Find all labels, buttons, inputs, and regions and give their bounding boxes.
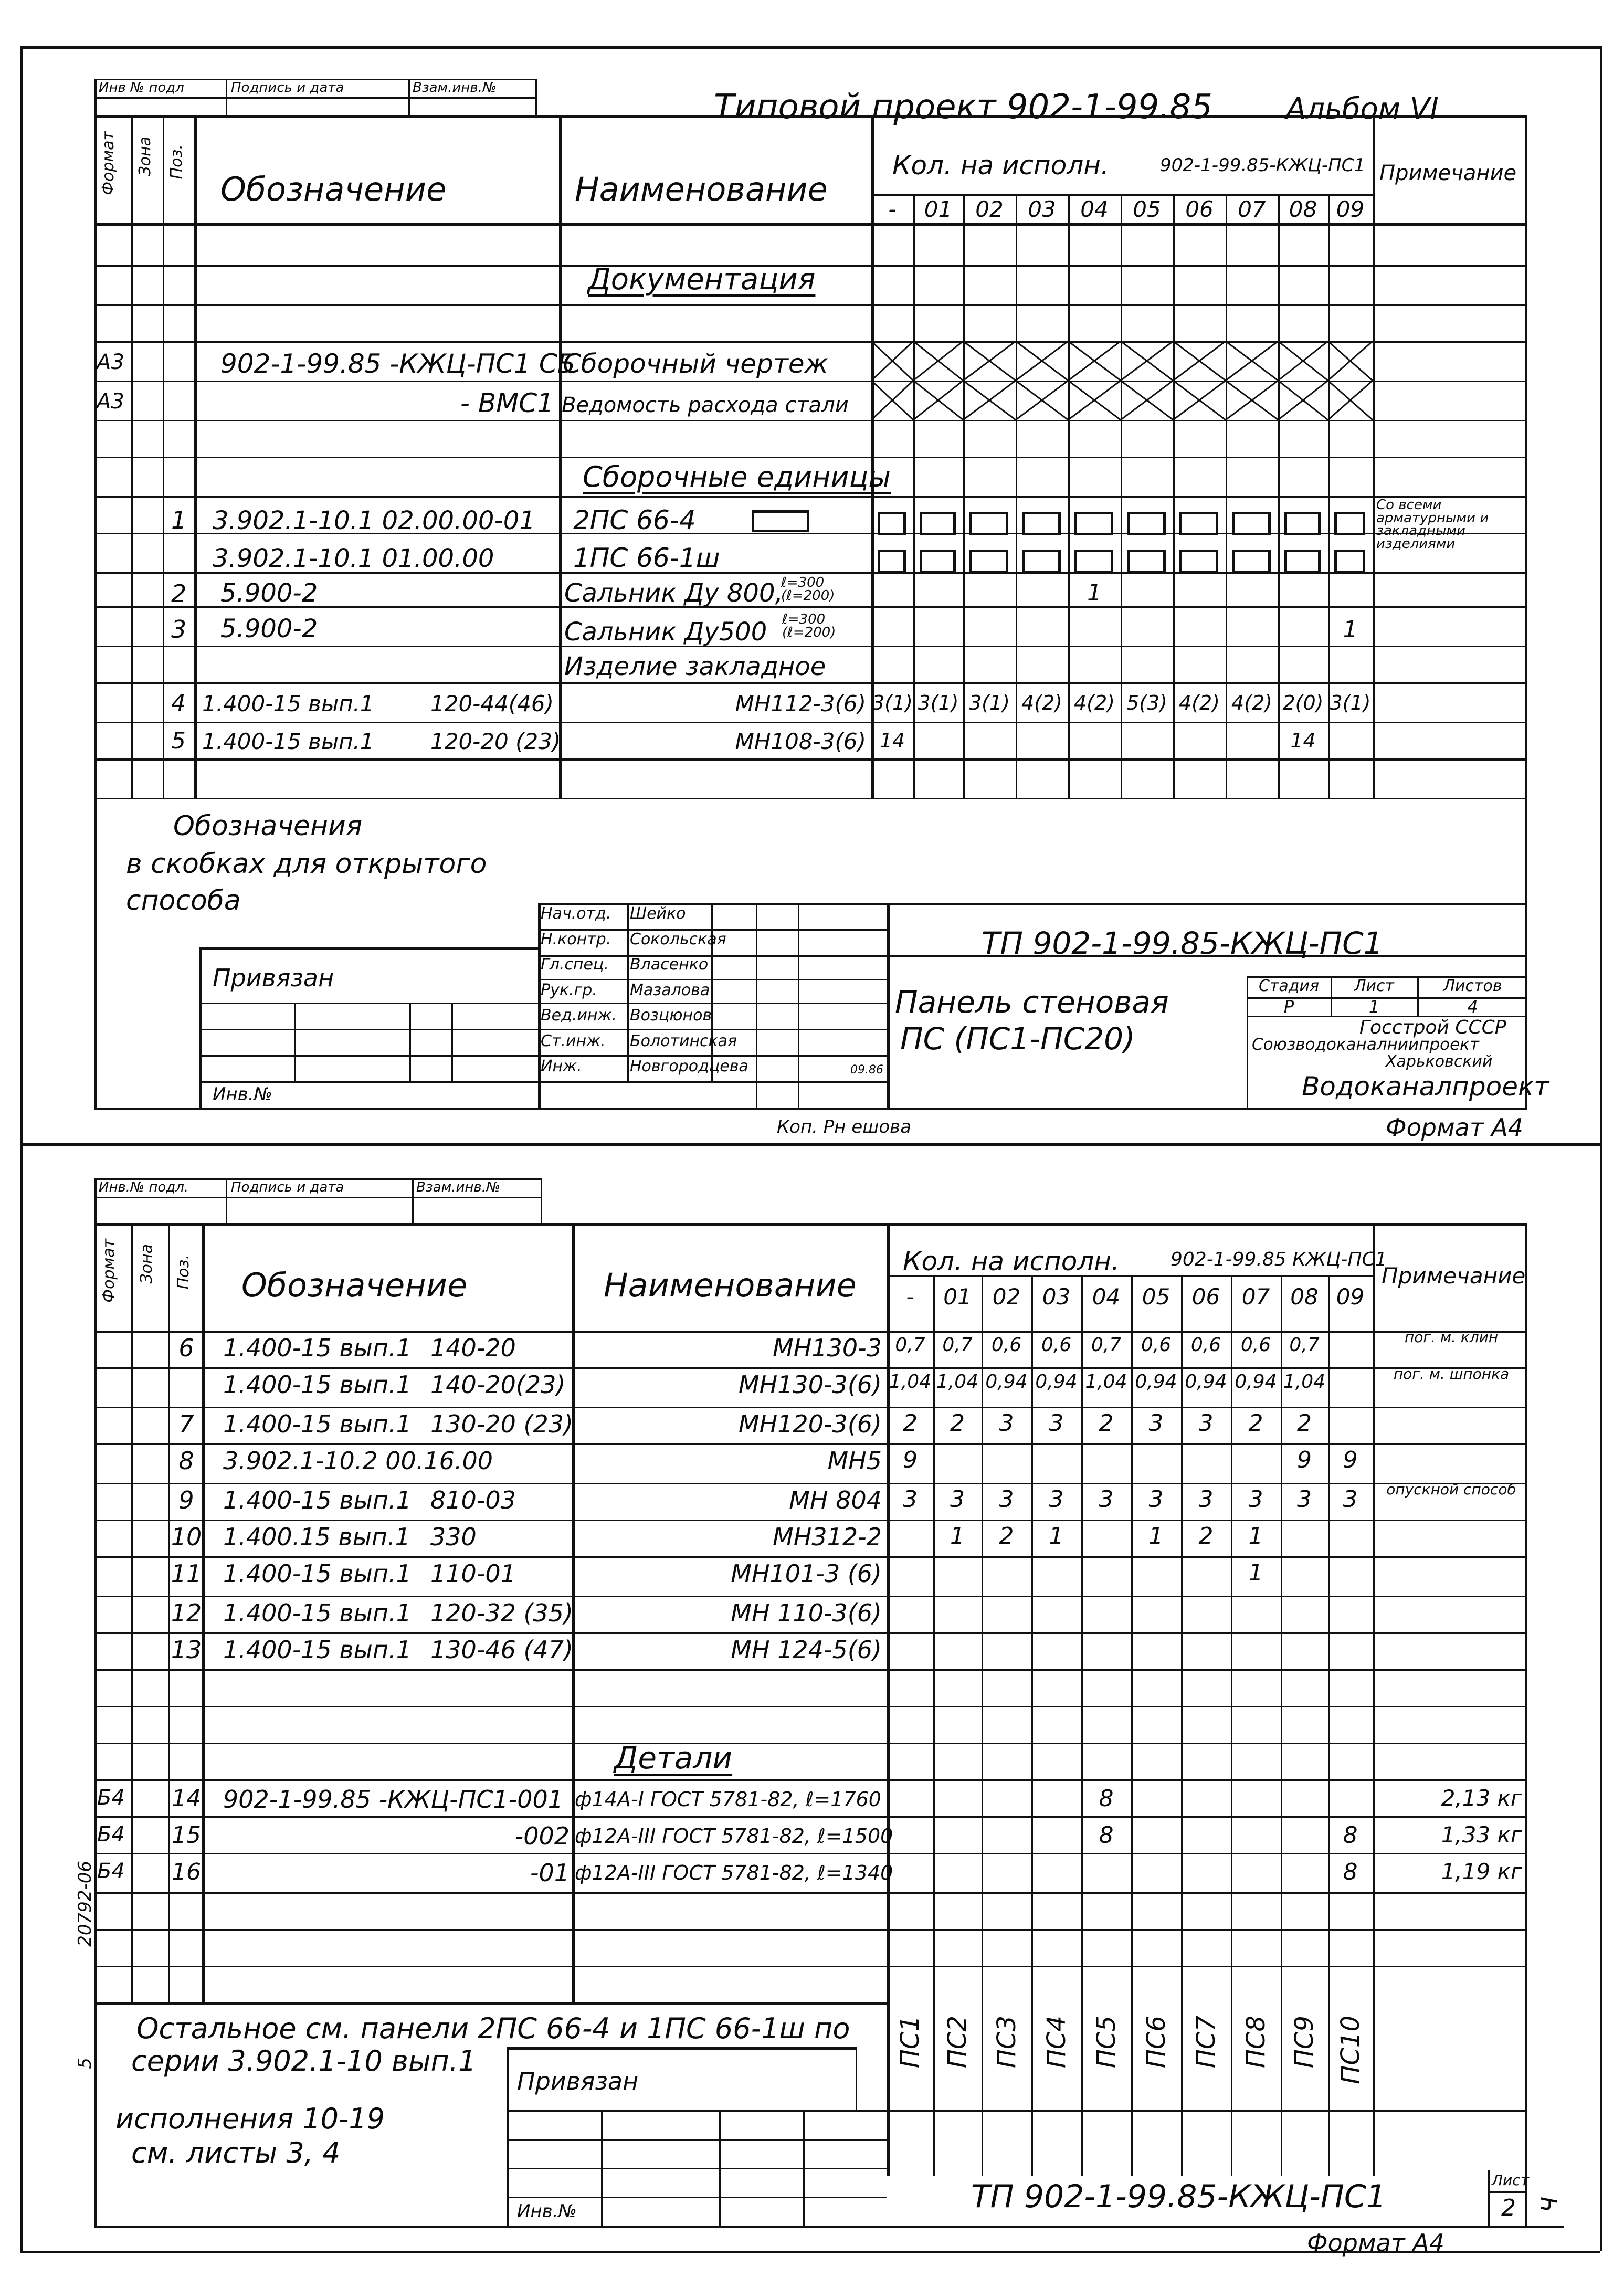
s2-list-no: 2 <box>1501 2195 1516 2221</box>
s2-header-note: Примечание <box>1382 1263 1526 1289</box>
row-name: МН 110-3(6) <box>731 1599 882 1627</box>
row-value: 1 <box>950 1523 965 1549</box>
gland-row-2-name: Сальник Ду500 <box>564 617 767 647</box>
emb-value: 4(2) <box>1021 691 1062 714</box>
square-mark <box>920 550 956 573</box>
row-value: 1 <box>1248 1559 1263 1586</box>
emb-value: 4(2) <box>1178 691 1220 714</box>
detail-format: Б4 <box>97 1786 125 1810</box>
row-designation: 1.400-15 вып.1 <box>223 1334 412 1362</box>
detail-pos: 16 <box>172 1859 201 1885</box>
row-value: 0,7 <box>942 1334 973 1356</box>
row-value: 9 <box>1297 1447 1312 1473</box>
detail-designation: -01 <box>530 1859 570 1887</box>
variant-col-2: 02 <box>975 196 1004 222</box>
row-value: 0,6 <box>991 1334 1022 1356</box>
header-zone: Зона <box>136 136 154 176</box>
panel-label: ПС10 <box>1335 2016 1365 2084</box>
signer-name: Новгородцева <box>630 1057 748 1076</box>
row-designation: 1.400-15 вып.1 <box>223 1636 412 1664</box>
detail-designation: -002 <box>514 1822 570 1850</box>
s2-header-qty: Кол. на исполн. <box>903 1246 1120 1277</box>
row-pos: 10 <box>171 1523 202 1551</box>
row-value: 2 <box>1198 1523 1214 1549</box>
row-value: 0,94 <box>1235 1371 1277 1393</box>
detail-value: 8 <box>1343 1822 1358 1849</box>
asm-row-2-designation: 3.902.1-10.1 01.00.00 <box>213 544 494 573</box>
row-name: МН 124-5(6) <box>731 1636 882 1664</box>
note-line-2: в скобках для открытого <box>126 848 487 880</box>
emb-row-1-pos: 4 <box>171 690 186 716</box>
row-designation-2: 140-20 <box>430 1334 516 1362</box>
sheet2-frame-bottom <box>94 2226 1564 2228</box>
stamp2-inv-label: Инв.№ подл. <box>99 1179 189 1195</box>
row-name: МН101-3 (6) <box>731 1559 882 1588</box>
row-designation: 1.400-15 вып.1 <box>223 1599 412 1627</box>
detail-format: Б4 <box>97 1859 125 1883</box>
signer-name: Сокольская <box>630 930 726 948</box>
row-designation: 1.400-15 вып.1 <box>223 1559 412 1588</box>
emb-value: 3(1) <box>918 691 959 714</box>
emb-value: 3(1) <box>968 691 1010 714</box>
org-line-4: Водоканалпроект <box>1302 1071 1549 1102</box>
row-value: 2 <box>1248 1410 1263 1437</box>
copied-note: Коп. Рн ешова <box>777 1116 912 1137</box>
sheet2-frame-right <box>1525 1223 1527 2226</box>
row-pos: 13 <box>171 1636 202 1664</box>
panel-label: ПС8 <box>1241 2016 1271 2069</box>
stage-header: Стадия <box>1258 977 1320 995</box>
row-value: 3 <box>999 1486 1014 1513</box>
row-pos: 11 <box>171 1559 202 1588</box>
detail-name: ф12А-III ГОСТ 5781-82, ℓ=1340 <box>575 1861 893 1884</box>
doc-name-2: ПС (ПС1-ПС20) <box>900 1021 1135 1057</box>
doc-name-1: Панель стеновая <box>895 984 1169 1020</box>
doc-row-2-name: Ведомость расхода стали <box>562 393 849 417</box>
gland-row-1-pos: 2 <box>171 579 187 608</box>
section-documentation: Документация <box>588 262 816 297</box>
row-value: 2 <box>903 1410 918 1437</box>
asm-row-1-pos: 1 <box>171 506 187 534</box>
row-value: 0,7 <box>1289 1334 1320 1356</box>
section-assembly: Сборочные единицы <box>583 460 891 493</box>
row-designation-2: 120-32 (35) <box>430 1599 573 1627</box>
margin-number: 5 <box>75 2058 96 2069</box>
square-mark <box>920 512 956 535</box>
row-value: 0,7 <box>895 1334 925 1356</box>
row-name: МН312-2 <box>773 1523 882 1551</box>
row-designation: 1.400-15 вып.1 <box>223 1486 412 1514</box>
stamp-sign-label: Подпись и дата <box>231 80 344 96</box>
sheet1-frame-bottom <box>94 1108 1527 1110</box>
variant-col-7: 07 <box>1238 196 1266 222</box>
square-mark <box>1232 550 1271 573</box>
gland-row-2-length: ℓ=300 (ℓ=200) <box>782 611 836 640</box>
s2-note-2: серии 3.902.1-10 вып.1 <box>131 2044 477 2078</box>
s2-note-1: Остальное см. панели 2ПС 66-4 и 1ПС 66-1ш по <box>136 2012 850 2045</box>
square-mark <box>1022 512 1061 535</box>
variant-col-0: - <box>906 1284 914 1310</box>
row-value: 1 <box>1248 1523 1263 1549</box>
variant-col-3: 03 <box>1028 196 1056 222</box>
row-value: 2 <box>1297 1410 1312 1437</box>
square-mark <box>878 550 906 573</box>
panel-label: ПС2 <box>943 2016 972 2069</box>
emb-row-1-designation: 1.400-15 вып.1 <box>202 691 374 716</box>
doc-row-1-format: А3 <box>97 350 124 374</box>
variant-col-7: 07 <box>1241 1284 1270 1310</box>
variant-col-8: 08 <box>1290 1284 1319 1310</box>
row-name: МН5 <box>827 1447 882 1475</box>
row-designation-2: 130-20 (23) <box>430 1410 573 1438</box>
panel-label: ПС5 <box>1091 2016 1121 2069</box>
row-designation: 3.902.1-10.2 00.16.00 <box>223 1447 493 1475</box>
detail-value: 8 <box>1099 1822 1114 1849</box>
album-label: Альбом VI <box>1286 92 1439 126</box>
header-note: Примечание <box>1379 161 1517 185</box>
doc-row-1-name: Сборочный чертеж <box>563 349 828 379</box>
emb-value: 3(1) <box>1330 691 1371 714</box>
square-mark <box>1334 512 1365 535</box>
row-value: 3 <box>1297 1486 1312 1513</box>
gland-row-1-name: Сальник Ду 800, <box>564 578 783 608</box>
emb-row-2-designation-2: 120-20 (23) <box>430 729 561 754</box>
variant-col-1: 01 <box>924 196 953 222</box>
s2-header-format: Формат <box>100 1239 118 1303</box>
embedded-title: Изделие закладное <box>564 652 826 681</box>
doc-code: ТП 902-1-99.85-КЖЦ-ПС1 <box>982 925 1383 961</box>
variant-col-4: 04 <box>1080 196 1109 222</box>
row-value: 3 <box>1148 1486 1164 1513</box>
header-designation: Обозначение <box>220 170 447 208</box>
row-value: 0,6 <box>1240 1334 1271 1356</box>
inv-no-label: Инв.№ <box>213 1084 272 1105</box>
variant-col-5: 05 <box>1142 1284 1170 1310</box>
row-value: 0,94 <box>985 1371 1028 1393</box>
emb-value: 5(3) <box>1126 691 1167 714</box>
note-line-1: Обозначения <box>173 810 363 842</box>
org-line-2: Союзводоканалниипроект <box>1252 1035 1479 1054</box>
row-note: пог. м. шпонка <box>1393 1365 1510 1383</box>
s2-note-3: исполнения 10-19 <box>115 2102 385 2135</box>
row-designation: 1.400.15 вып.1 <box>223 1523 410 1551</box>
signer-name: Болотинская <box>630 1031 737 1050</box>
emb-value: 3(1) <box>871 691 913 714</box>
row-value: 3 <box>1148 1410 1164 1437</box>
panel-label: ПС7 <box>1191 2016 1221 2069</box>
doc-crossed-cells <box>871 341 1373 420</box>
row-value: 0,6 <box>1190 1334 1221 1356</box>
asm-row-1-name: 2ПС 66-4 <box>573 505 696 535</box>
row-value: 0,94 <box>1135 1371 1177 1393</box>
emb-value: 4(2) <box>1073 691 1115 714</box>
detail-value: 8 <box>1099 1785 1114 1812</box>
emb-value: 14 <box>879 729 905 752</box>
lists-header: Листов <box>1443 977 1502 995</box>
row-name: МН130-3(6) <box>738 1370 882 1399</box>
variant-col-9: 09 <box>1336 1284 1365 1310</box>
emb-row-1-name: МН112-3(6) <box>735 691 866 716</box>
square-mark <box>1232 512 1271 535</box>
detail-pos: 15 <box>172 1822 201 1849</box>
row-name: МН120-3(6) <box>738 1410 882 1438</box>
outer-top-border <box>20 46 1600 49</box>
signer-role: Инж. <box>541 1057 582 1076</box>
header-format: Формат <box>99 131 118 195</box>
row-pos: 9 <box>178 1486 194 1514</box>
emb-value: 14 <box>1290 729 1316 752</box>
square-mark <box>969 550 1008 573</box>
row-designation-2: 330 <box>430 1523 477 1551</box>
row-designation-2: 140-20(23) <box>430 1370 566 1399</box>
variant-col-6: 06 <box>1185 196 1214 222</box>
s2-header-designation: Обозначение <box>241 1266 468 1304</box>
doc-row-2-designation: - ВМС1 <box>460 388 554 418</box>
row-name: МН 804 <box>789 1486 882 1514</box>
emb-row-2-name: МН108-3(6) <box>735 729 866 754</box>
detail-note: 1,33 кг <box>1441 1822 1522 1848</box>
s2-privyazan-label: Привязан <box>517 2067 639 2095</box>
variant-col-8: 08 <box>1289 196 1317 222</box>
row-designation-2: 810-03 <box>430 1486 516 1514</box>
row-pos: 7 <box>178 1410 194 1438</box>
stamp2-sign-label: Подпись и дата <box>231 1179 344 1195</box>
square-mark <box>969 512 1008 535</box>
emb-value: 2(0) <box>1282 691 1324 714</box>
s2-doc-code: ТП 902-1-99.85-КЖЦ-ПС1 <box>971 2178 1386 2215</box>
note-line-3: способа <box>126 885 241 916</box>
variant-col-6: 06 <box>1191 1284 1220 1310</box>
emb-row-1-designation-2: 120-44(46) <box>430 691 554 716</box>
signer-name: Возцюнов <box>630 1006 712 1025</box>
header-qty: Кол. на исполн. <box>892 150 1109 181</box>
section-details: Детали <box>614 1740 733 1776</box>
row-designation: 1.400-15 вып.1 <box>223 1410 412 1438</box>
row-value: 1,04 <box>1085 1371 1127 1393</box>
detail-note: 2,13 кг <box>1441 1785 1522 1811</box>
doc-row-1-designation: 902-1-99.85 -КЖЦ-ПС1 СБ <box>220 349 576 379</box>
outer-left-border <box>20 46 23 2251</box>
s2-header-name: Наименование <box>604 1266 857 1304</box>
header-pos: Поз. <box>167 144 186 180</box>
panel-label: ПС1 <box>895 2016 925 2069</box>
row-value: 0,94 <box>1185 1371 1227 1393</box>
s2-format: Формат А4 <box>1307 2229 1444 2257</box>
row-value: 1 <box>1049 1523 1064 1549</box>
row-note: пог. м. клин <box>1404 1328 1499 1346</box>
panel-label: ПС4 <box>1041 2016 1071 2069</box>
org-line-3: Харьковский <box>1386 1052 1493 1071</box>
row-value: 0,94 <box>1035 1371 1078 1393</box>
variant-col-1: 01 <box>943 1284 972 1310</box>
square-mark <box>1022 550 1061 573</box>
lists-value: 4 <box>1467 997 1478 1017</box>
gland-row-1-length: ℓ=300 (ℓ=200) <box>781 575 835 604</box>
detail-pos: 14 <box>172 1785 201 1812</box>
gland-row-2-designation: 5.900-2 <box>220 614 318 644</box>
project-title: Типовой проект 902-1-99.85 <box>714 88 1213 126</box>
row-value: 3 <box>1198 1410 1214 1437</box>
row-value: 3 <box>1198 1486 1214 1513</box>
detail-designation: 902-1-99.85 -КЖЦ-ПС1-001 <box>223 1785 564 1813</box>
gland-row-1-designation: 5.900-2 <box>220 578 318 608</box>
margin-code: 20792-06 <box>75 1861 96 1947</box>
emb-row-2-designation: 1.400-15 вып.1 <box>202 729 374 754</box>
s2-header-pos: Поз. <box>174 1254 193 1290</box>
header-qty-code: 902-1-99.85-КЖЦ-ПС1 <box>1160 155 1366 176</box>
row-value: 0,6 <box>1041 1334 1072 1356</box>
detail-note: 1,19 кг <box>1441 1859 1522 1884</box>
header-name: Наименование <box>575 170 828 208</box>
row-value: 0,7 <box>1091 1334 1122 1356</box>
variant-col-4: 04 <box>1092 1284 1121 1310</box>
detail-value: 8 <box>1343 1859 1358 1885</box>
asm-note: Со всеми арматурными и закладными изделиями <box>1376 497 1489 552</box>
signer-role: Гл.спец. <box>541 955 609 974</box>
asm-row-1-designation: 3.902.1-10.1 02.00.00-01 <box>213 506 535 535</box>
gland-value: 1 <box>1087 579 1102 606</box>
row-value: 2 <box>950 1410 965 1437</box>
sheet1-frame-right <box>1525 115 1527 1108</box>
square-mark <box>1179 550 1218 573</box>
signer-role: Рук.гр. <box>541 980 597 999</box>
square-mark <box>1074 512 1113 535</box>
square-mark <box>1284 550 1321 573</box>
variant-col-3: 03 <box>1042 1284 1071 1310</box>
stage-value: Р <box>1283 997 1294 1017</box>
row-value: 3 <box>1343 1486 1358 1513</box>
signer-role: Вед.инж. <box>541 1006 617 1025</box>
variant-col-5: 05 <box>1133 196 1161 222</box>
variant-col-9: 09 <box>1336 196 1365 222</box>
panel-label: ПС6 <box>1141 2016 1171 2069</box>
outer-right-border <box>1600 46 1602 2251</box>
row-pos: 8 <box>178 1447 194 1475</box>
signer-role: Нач.отд. <box>541 904 611 923</box>
doc-row-2-format: А3 <box>97 389 124 414</box>
row-note: опускной способ <box>1386 1481 1516 1498</box>
gland-value: 1 <box>1343 616 1358 643</box>
signer-role: Ст.инж. <box>541 1031 606 1050</box>
row-designation-2: 110-01 <box>430 1559 516 1588</box>
row-name: МН130-3 <box>773 1334 882 1362</box>
row-value: 3 <box>1049 1410 1064 1437</box>
signer-role: Н.контр. <box>541 930 611 948</box>
square-mark <box>1127 512 1166 535</box>
gland-row-2-pos: 3 <box>171 615 187 644</box>
emb-value: 4(2) <box>1231 691 1272 714</box>
row-value: 3 <box>999 1410 1014 1437</box>
list-value: 1 <box>1368 997 1380 1017</box>
rectangle-symbol <box>752 510 809 532</box>
s2-note-4: см. листы 3, 4 <box>131 2136 341 2169</box>
s2-header-zone: Зона <box>138 1244 156 1284</box>
row-value: 2 <box>999 1523 1014 1549</box>
row-value: 1,04 <box>936 1371 979 1393</box>
row-value: 3 <box>1248 1486 1263 1513</box>
detail-name: ф14А-I ГОСТ 5781-82, ℓ=1760 <box>575 1788 881 1811</box>
variant-col-0: - <box>888 196 897 222</box>
row-value: 3 <box>1099 1486 1114 1513</box>
s2-inv-no-label: Инв.№ <box>517 2201 577 2222</box>
stamp-inv-label: Инв № подл <box>99 80 184 96</box>
org-line-1: Госстрой СССР <box>1359 1017 1506 1038</box>
row-value: 3 <box>903 1486 918 1513</box>
stamp2-replace-label: Взам.инв.№ <box>416 1179 500 1195</box>
square-mark <box>1334 550 1365 573</box>
sheet2-frame-left <box>94 1178 97 2228</box>
square-mark <box>878 512 906 535</box>
row-pos: 12 <box>171 1599 202 1627</box>
panel-label: ПС3 <box>992 2016 1021 2069</box>
square-mark <box>1127 550 1166 573</box>
detail-name: ф12А-III ГОСТ 5781-82, ℓ=1500 <box>575 1825 893 1848</box>
asm-row-2-name: 1ПС 66-1ш <box>573 543 720 573</box>
privyazan-label: Привязан <box>213 964 334 992</box>
signer-name: Власенко <box>630 955 709 974</box>
sheet1-format: Формат А4 <box>1386 1113 1523 1142</box>
square-mark <box>1179 512 1218 535</box>
corner-mark: Ч <box>1536 2196 1564 2213</box>
row-value: 9 <box>1343 1447 1358 1473</box>
detail-format: Б4 <box>97 1822 125 1847</box>
panel-label: ПС9 <box>1290 2016 1319 2069</box>
stamp-replace-label: Взам.инв.№ <box>413 80 497 96</box>
row-value: 1,04 <box>889 1371 932 1393</box>
s2-list-label: Лист <box>1492 2171 1529 2189</box>
row-pos: 6 <box>178 1334 194 1362</box>
s2-header-qty-code: 902-1-99.85 КЖЦ-ПС1 <box>1170 1249 1387 1270</box>
list-header: Лист <box>1354 977 1395 995</box>
sheet-separator <box>20 1143 1600 1146</box>
row-value: 1,04 <box>1283 1371 1326 1393</box>
row-value: 9 <box>903 1447 918 1473</box>
row-value: 2 <box>1099 1410 1114 1437</box>
square-mark <box>1074 550 1113 573</box>
row-designation-2: 130-46 (47) <box>430 1636 573 1664</box>
sign-date: 09.86 <box>850 1063 883 1077</box>
row-value: 0,6 <box>1141 1334 1172 1356</box>
square-mark <box>1284 512 1321 535</box>
variant-col-2: 02 <box>992 1284 1021 1310</box>
emb-row-2-pos: 5 <box>171 727 186 754</box>
row-value: 3 <box>1049 1486 1064 1513</box>
row-value: 3 <box>950 1486 965 1513</box>
row-value: 1 <box>1148 1523 1164 1549</box>
row-designation: 1.400-15 вып.1 <box>223 1370 412 1399</box>
signer-name: Мазалова <box>630 980 710 999</box>
signer-name: Шейко <box>630 904 686 923</box>
sheet1-frame-left <box>94 79 97 1108</box>
